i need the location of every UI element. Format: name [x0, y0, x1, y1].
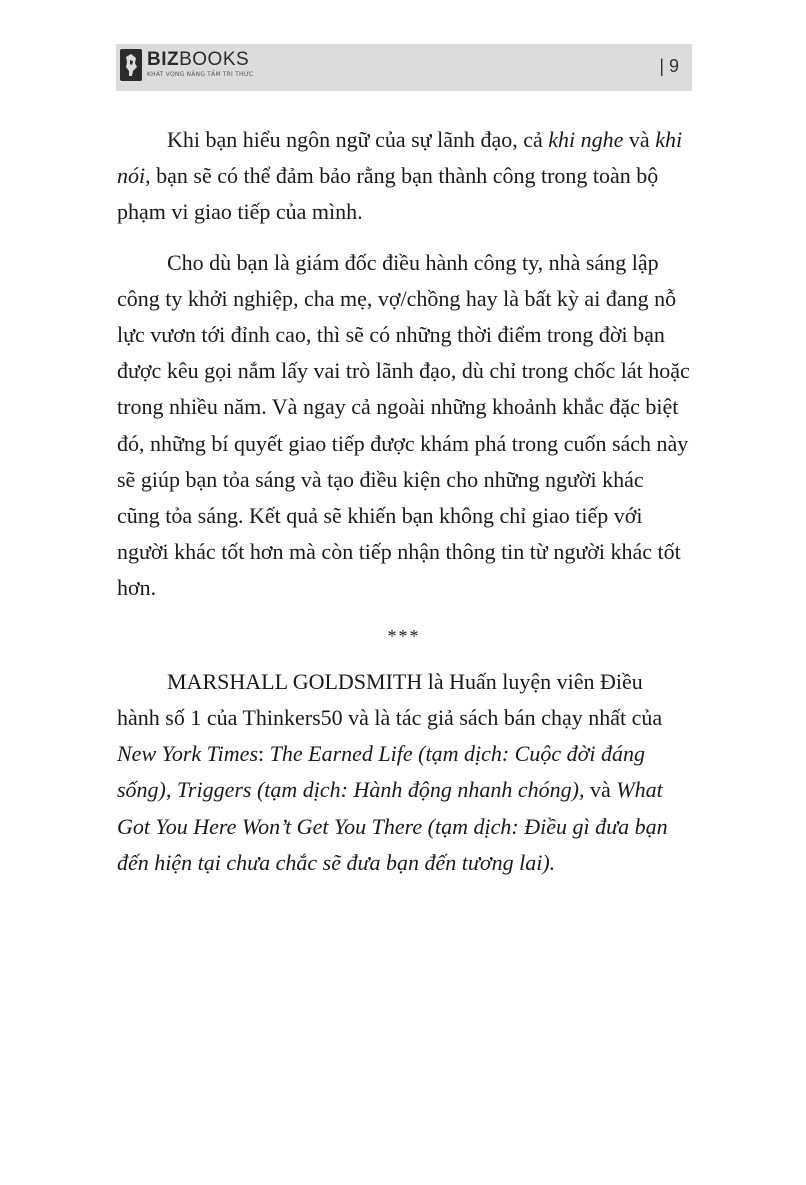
bizbooks-logo: [120, 49, 253, 86]
paragraph-1: Khi bạn hiểu ngôn ngữ của sự lãnh đạo, cả khi nghe và khi nói, bạn sẽ có thể đảm bảo rằng bạn thành công trong toàn bộ phạm vi giao tiếp của mình.: [117, 127, 683, 225]
page-number: | 9: [659, 56, 679, 76]
brand-tagline: KHÁT VỌNG NÂNG TẦM TRI THỨC: [147, 71, 254, 78]
running-header: [116, 44, 692, 91]
author-bio: MARSHALL GOLDSMITH là Huấn luyện viên Điều hành số 1 của Thinkers50 và là tác giả sách bán chạy nhất của New York Times: The Earned Life (tạm dịch: Cuộc đời đáng sống), Triggers (tạm dịch: Hành động nhanh chóng), và What Got You Here Won’t Get You There (tạm dịch: Điều gì đưa bạn đến hiện tại chưa chắc sẽ đưa bạn đến tương lai).: [117, 668, 668, 875]
section-separator: ***: [387, 625, 421, 646]
brand-name: BIZBOOKS: [147, 49, 250, 70]
page-body: [117, 122, 691, 881]
paragraph-2: Cho dù bạn là giám đốc điều hành công ty, nhà sáng lập công ty khởi nghiệp, cha mẹ, vợ/chồng hay là bất kỳ ai đang nỗ lực vươn tới đỉnh cao, thì sẽ có những thời điểm trong đời bạn được kêu gọi nắm lấy vai trò lãnh đạo, dù chỉ trong chốc lát hoặc trong nhiều năm. Và ngay cả ngoài những khoảnh khắc đặc biệt đó, những bí quyết giao tiếp được khám phá trong cuốn sách này sẽ giúp bạn tỏa sáng và tạo điều kiện cho những người khác cũng tỏa sáng. Kết quả sẽ khiến bạn không chỉ giao tiếp với người khác tốt hơn mà còn tiếp nhận thông tin từ người khác tốt hơn.: [117, 249, 690, 601]
lion-icon: [120, 49, 142, 81]
